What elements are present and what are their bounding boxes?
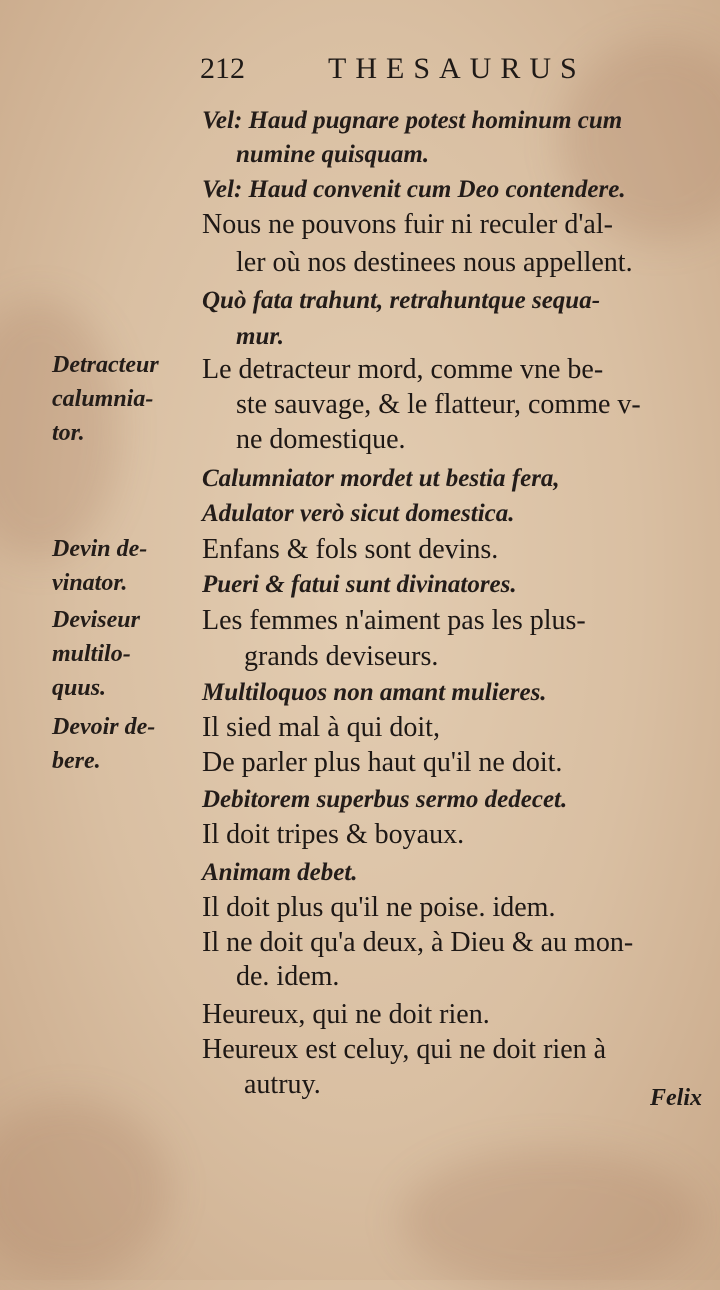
margin-note-line: quus. xyxy=(52,675,107,701)
margin-note-line: bere. xyxy=(52,748,101,774)
text-line: grands deviseurs. xyxy=(244,641,439,672)
running-title: THESAURUS xyxy=(328,52,586,85)
margin-note-detracteur xyxy=(52,348,159,450)
text-line: Debitorem superbus sermo dedecet. xyxy=(202,786,568,813)
text-line: Vel: Haud convenit cum Deo contendere. xyxy=(202,176,626,203)
margin-note-line: Detracteur xyxy=(52,352,159,378)
text-line: Animam debet. xyxy=(202,859,358,886)
margin-note-line: tor. xyxy=(52,420,85,446)
margin-note-line: calumnia- xyxy=(52,386,154,412)
text-line: Adulator verò sicut domestica. xyxy=(202,500,515,527)
text-line: Il sied mal à qui doit, xyxy=(202,712,440,743)
text-line: Le detracteur mord, comme vne be- xyxy=(202,354,604,385)
text-line: Il doit plus qu'il ne poise. idem. xyxy=(202,892,556,923)
margin-note-line: multilo- xyxy=(52,641,131,667)
text-line: Multiloquos non amant mulieres. xyxy=(202,679,547,706)
text-line: De parler plus haut qu'il ne doit. xyxy=(202,747,563,778)
text-line: ne domestique. xyxy=(236,424,406,455)
paper-stain xyxy=(0,1100,170,1280)
margin-note-line: Devin de- xyxy=(52,536,148,562)
text-line: numine quisquam. xyxy=(236,141,430,168)
margin-note-devin xyxy=(52,532,147,600)
margin-note-line: Deviseur xyxy=(52,607,140,633)
text-line: Vel: Haud pugnare potest hominum cum xyxy=(202,107,623,134)
margin-note-deviseur xyxy=(52,603,140,705)
text-line: ste sauvage, & le flatteur, comme v- xyxy=(236,389,641,420)
text-line: mur. xyxy=(236,323,284,350)
text-line: Il ne doit qu'a deux, à Dieu & au mon- xyxy=(202,927,634,958)
margin-note-line: Devoir de- xyxy=(52,714,156,740)
text-line: Enfans & fols sont devins. xyxy=(202,534,499,565)
text-line: Heureux, qui ne doit rien. xyxy=(202,999,490,1030)
text-line: Il doit tripes & boyaux. xyxy=(202,819,465,850)
text-line: Les femmes n'aiment pas les plus- xyxy=(202,605,586,636)
text-line: Nous ne pouvons fuir ni reculer d'al- xyxy=(202,209,613,240)
text-line: Calumniator mordet ut bestia fera, xyxy=(202,465,560,492)
text-line: de. idem. xyxy=(236,961,340,992)
text-line: autruy. xyxy=(244,1069,321,1100)
text-line: Heureux est celuy, qui ne doit rien à xyxy=(202,1034,607,1065)
paper-stain xyxy=(400,1150,700,1290)
page-header xyxy=(200,52,640,92)
margin-note-devoir xyxy=(52,710,155,778)
text-line: ler où nos destinees nous appellent. xyxy=(236,247,633,278)
text-line: Quò fata trahunt, retrahuntque sequa- xyxy=(202,287,601,314)
page-number: 212 xyxy=(200,52,245,85)
catchword: Felix xyxy=(650,1085,702,1111)
margin-note-line: vinator. xyxy=(52,570,128,596)
text-line: Pueri & fatui sunt divinatores. xyxy=(202,571,517,598)
